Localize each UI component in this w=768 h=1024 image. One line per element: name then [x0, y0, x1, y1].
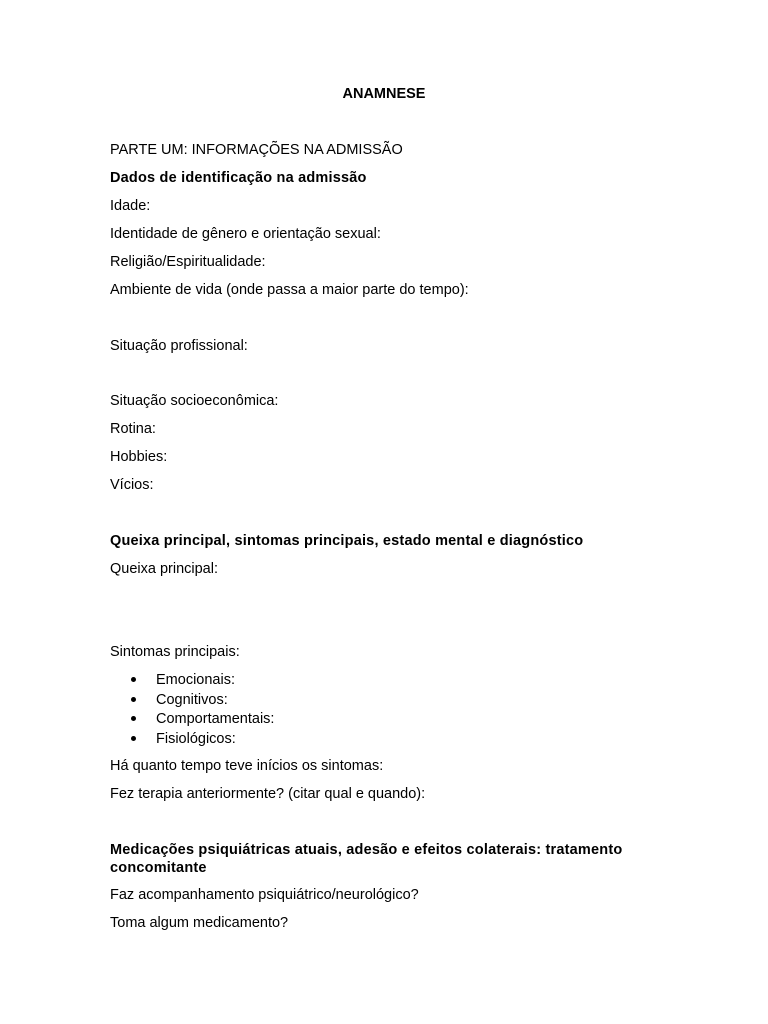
field-hobbies: Hobbies: — [110, 449, 168, 465]
section-complaint-heading: Queixa principal, sintomas principais, estado mental e diagnóstico — [110, 533, 584, 549]
list-item — [110, 730, 274, 750]
field-living-environment: Ambiente de vida (onde passa a maior parte do tempo): — [110, 282, 469, 298]
bullet-icon — [131, 697, 136, 702]
field-takes-medication: Toma algum medicamento? — [110, 915, 289, 931]
field-routine: Rotina: — [110, 421, 156, 437]
field-professional-situation: Situação profissional: — [110, 338, 248, 354]
list-item — [110, 710, 274, 730]
document-title: ANAMNESE — [342, 86, 426, 102]
field-gender-identity: Identidade de gênero e orientação sexual: — [110, 226, 381, 242]
field-psychiatric-followup: Faz acompanhamento psiquiátrico/neurológico? — [110, 887, 419, 903]
bullet-icon — [131, 677, 136, 682]
field-addictions: Vícios: — [110, 477, 154, 493]
bullet-icon — [131, 716, 136, 721]
field-symptom-onset: Há quanto tempo teve inícios os sintomas: — [110, 758, 384, 774]
part-one-heading: PARTE UM: INFORMAÇÕES NA ADMISSÃO — [110, 142, 403, 158]
field-main-symptoms: Sintomas principais: — [110, 644, 240, 660]
symptom-cognitive: Cognitivos: — [156, 691, 228, 708]
bullet-icon — [131, 736, 136, 741]
symptom-behavioral: Comportamentais: — [156, 711, 275, 727]
field-religion: Religião/Espiritualidade: — [110, 254, 266, 270]
list-item — [110, 671, 274, 691]
field-socioeconomic-situation: Situação socioeconômica: — [110, 393, 279, 409]
list-item — [110, 691, 274, 711]
field-main-complaint: Queixa principal: — [110, 561, 218, 577]
section-identification-heading: Dados de identificação na admissão — [110, 170, 367, 186]
symptom-physiological: Fisiológicos: — [156, 730, 236, 747]
symptom-emotional: Emocionais: — [156, 672, 235, 688]
symptoms-list — [110, 671, 274, 749]
field-previous-therapy: Fez terapia anteriormente? (citar qual e quando): — [110, 786, 426, 802]
field-age: Idade: — [110, 198, 151, 214]
section-medication-heading: Medicações psiquiátricas atuais, adesão e efeitos colaterais: tratamento concomitante — [110, 842, 623, 876]
